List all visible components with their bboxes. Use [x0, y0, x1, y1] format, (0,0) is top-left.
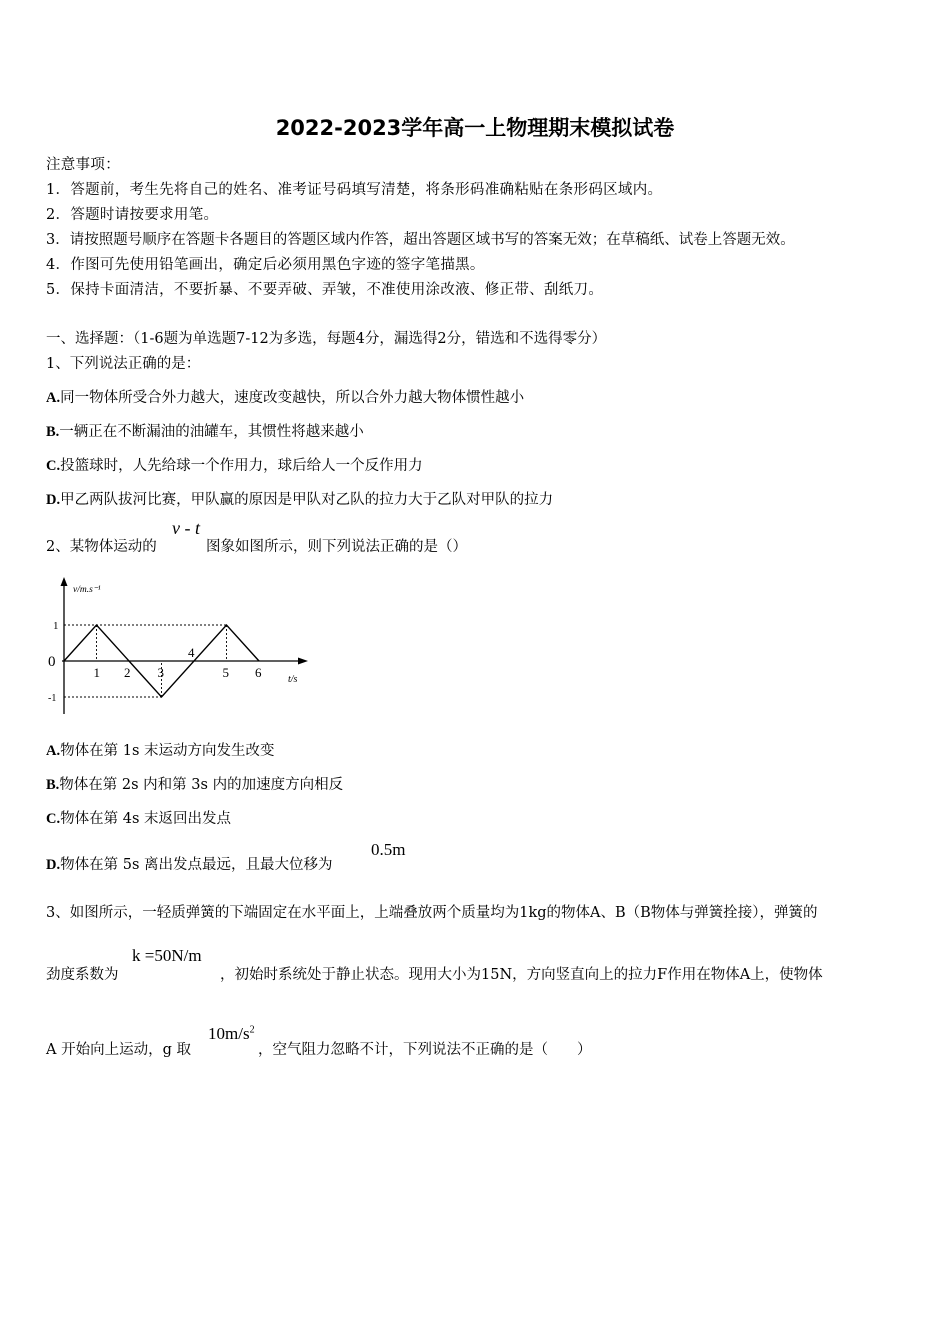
option-text: 投篮球时，人先给球一个作用力，球后给人一个反作用力	[60, 458, 423, 474]
notice-item-1: 1．答题前，考生先将自己的姓名、准考证号码填写清楚，将条形码准确粘贴在条形码区域内。	[46, 182, 663, 198]
option-text: 物体在第 4s 末返回出发点	[60, 811, 231, 827]
x-tick-label: 4	[188, 645, 195, 660]
option-label: A.	[46, 390, 61, 406]
x-axis-arrow	[298, 658, 308, 665]
notice-item-5: 5．保持卡面清洁，不要折暴、不要弄破、弄皱，不准使用涂改液、修正带、刮纸刀。	[46, 282, 604, 298]
notice-item-4: 4．作图可先使用铅笔画出，确定后必须用黑色字迹的签字笔描黑。	[46, 257, 485, 273]
option-text: 甲乙两队拔河比赛，甲队赢的原因是甲队对乙队的拉力大于乙队对甲队的拉力	[60, 492, 554, 508]
x-axis-label: t/s	[288, 674, 298, 685]
question-3-line-2-before: 劲度系数为	[46, 967, 119, 983]
x-tick-label: 6	[255, 665, 262, 680]
option-text: 物体在第 2s 内和第 3s 内的加速度方向相反	[59, 777, 344, 793]
option-label: D.	[46, 857, 61, 873]
x-tick-label: 1	[93, 665, 100, 680]
question-3-line-1: 3、如图所示，一轻质弹簧的下端固定在水平面上，上端叠放两个质量均为1kg的物体A、B（B物体与弹簧拴接），弹簧的	[46, 905, 818, 921]
option-text: 物体在第 5s 离出发点最远，且最大位移为	[60, 857, 333, 873]
notice-item-3: 3．请按照题号顺序在答题卡各题目的答题区域内作答，超出答题区域书写的答案无效；在草稿纸、试卷上答题无效。	[46, 232, 795, 248]
y-axis-arrow	[61, 577, 68, 586]
option-label: C.	[46, 458, 61, 474]
question-1-option-a	[46, 386, 524, 407]
question-1-option-c	[46, 454, 423, 475]
question-2-option-b	[46, 773, 343, 794]
option-label: B.	[46, 777, 60, 793]
y-tick-label: -1	[48, 693, 57, 704]
option-label: B.	[46, 424, 60, 440]
option-text: 一辆正在不断漏油的油罐车，其惯性将越来越小	[59, 424, 364, 440]
option-text: 物体在第 1s 末运动方向发生改变	[60, 743, 275, 759]
axes	[61, 577, 309, 714]
question-3-line-3-after: ，空气阻力忽略不计，下列说法不正确的是（ ）	[258, 1042, 592, 1058]
x-tick-label: 3	[157, 665, 164, 680]
question-1-stem: 1、下列说法正确的是：	[46, 356, 201, 372]
question-2-stem-after: 图象如图所示，则下列说法正确的是（）	[206, 539, 467, 555]
question-2-stem-before: 2、某物体运动的	[46, 539, 157, 555]
question-1-option-d	[46, 488, 553, 509]
x-tick-label: 5	[222, 665, 229, 680]
question-2-option-c	[46, 807, 231, 828]
question-1-option-b	[46, 420, 364, 441]
question-3-line-2-after: ，初始时系统处于静止状态。现用大小为15N，方向竖直向上的拉力F作用在物体A上，使物体	[220, 967, 823, 983]
unit-text: 10m/s	[208, 1024, 250, 1043]
question-2-option-a	[46, 739, 275, 760]
y-tick-label: 1	[53, 620, 59, 632]
section-heading: 一、选择题：（1-6题为单选题7-12为多选，每题4分，漏选得2分，错选和不选得零分）	[46, 331, 607, 347]
option-label: C.	[46, 811, 61, 827]
question-3-line-3-math	[208, 1024, 255, 1044]
question-3-line-3-before: A 开始向上运动，g 取	[46, 1042, 191, 1058]
option-label: D.	[46, 492, 61, 508]
y-tick-label: 0	[48, 654, 56, 670]
y-axis-label: v/m.s⁻¹	[73, 585, 101, 595]
question-2-option-d-math: 0.5m	[371, 840, 406, 859]
question-2-option-d	[46, 853, 333, 874]
notice-item-2: 2．答题时请按要求用笔。	[46, 207, 219, 223]
vt-graph	[40, 572, 320, 722]
question-2-stem-math: v - t	[172, 518, 200, 538]
question-3-line-2-math: k =50N/m	[132, 946, 202, 965]
unit-exponent: 2	[249, 1024, 255, 1036]
option-text: 同一物体所受合外力越大，速度改变越快，所以合外力越大物体惯性越小	[60, 390, 525, 406]
page-title: 2022-2023学年高一上物理期末模拟试卷	[275, 116, 675, 140]
option-label: A.	[46, 743, 61, 759]
notice-heading: 注意事项：	[46, 157, 120, 173]
x-tick-label: 2	[124, 665, 131, 680]
